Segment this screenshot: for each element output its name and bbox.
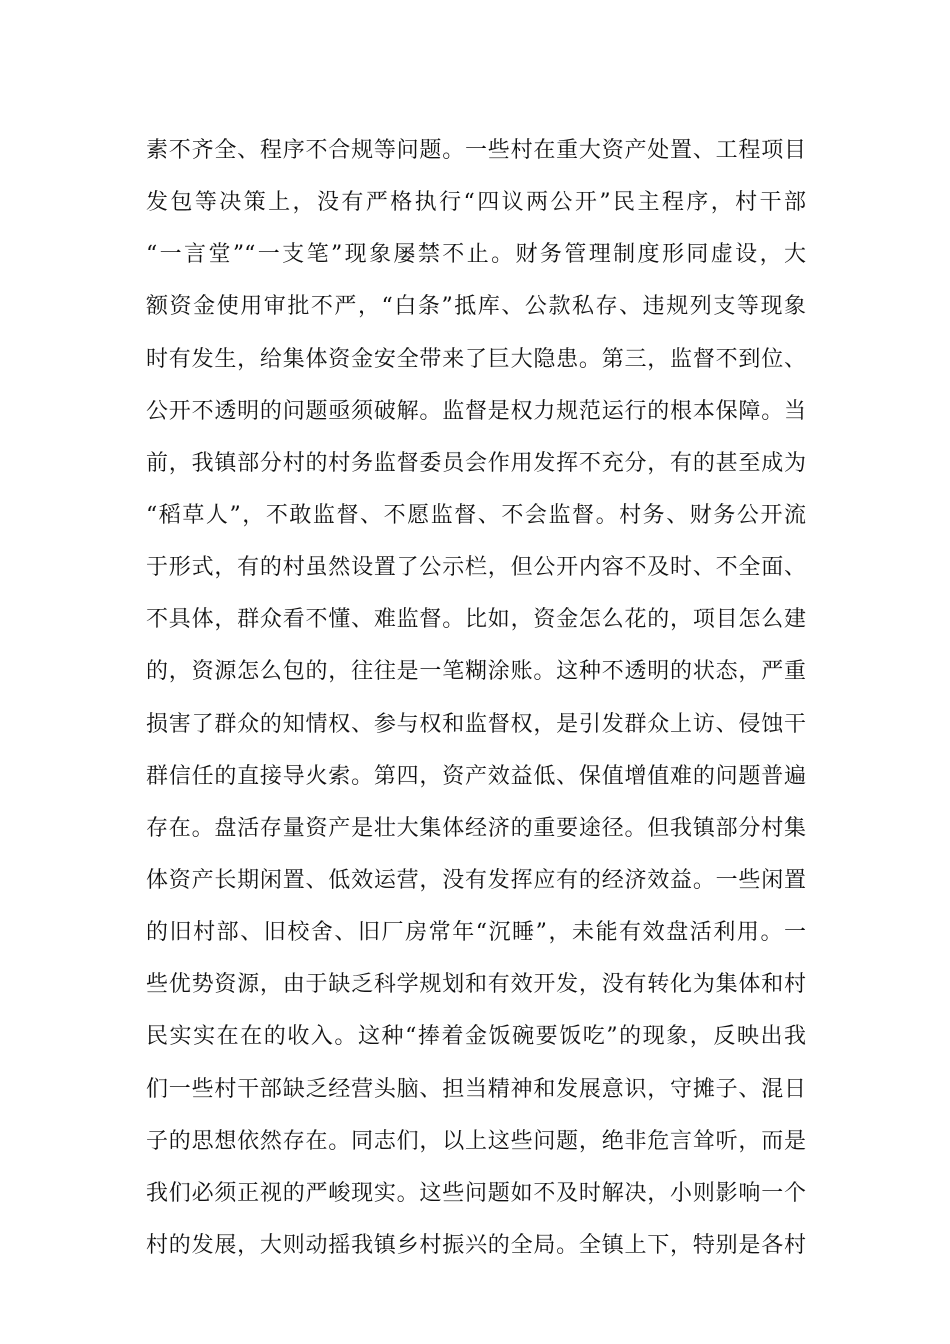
text-line: 民实实在在的收入。这种“捧着金饭碗要饭吃”的现象，反映出我 [146, 1024, 806, 1050]
text-line: 的旧村部、旧校舍、旧厂房常年“沉睡”，未能有效盘活利用。一 [146, 920, 806, 946]
body-paragraph [146, 134, 806, 1281]
text-line: 前，我镇部分村的村务监督委员会作用发挥不充分，有的甚至成为 [146, 450, 806, 476]
text-line: 的，资源怎么包的，往往是一笔糊涂账。这种不透明的状态，严重 [146, 659, 806, 685]
text-line: 于形式，有的村虽然设置了公示栏，但公开内容不及时、不全面、 [146, 555, 806, 581]
text-line: 们一些村干部缺乏经营头脑、担当精神和发展意识，守摊子、混日 [146, 1076, 806, 1102]
text-line: 公开不透明的问题亟须破解。监督是权力规范运行的根本保障。当 [146, 398, 806, 424]
text-line: 子的思想依然存在。同志们，以上这些问题，绝非危言耸听，而是 [146, 1128, 806, 1154]
text-line: 时有发生，给集体资金安全带来了巨大隐患。第三，监督不到位、 [146, 346, 806, 372]
text-line: 群信任的直接导火索。第四，资产效益低、保值增值难的问题普遍 [146, 763, 806, 789]
text-line: 素不齐全、程序不合规等问题。一些村在重大资产处置、工程项目 [146, 138, 806, 163]
text-line: 额资金使用审批不严，“白条”抵库、公款私存、违规列支等现象 [146, 294, 806, 320]
text-line: 村的发展，大则动摇我镇乡村振兴的全局。全镇上下，特别是各村 [146, 1232, 806, 1258]
text-line: 体资产长期闲置、低效运营，没有发挥应有的经济效益。一些闲置 [146, 867, 806, 893]
text-line: 些优势资源，由于缺乏科学规划和有效开发，没有转化为集体和村 [146, 972, 806, 998]
text-line: 发包等决策上，没有严格执行“四议两公开”民主程序，村干部 [146, 190, 806, 216]
text-line: “一言堂”“一支笔”现象屡禁不止。财务管理制度形同虚设，大 [146, 242, 806, 268]
text-line: 我们必须正视的严峻现实。这些问题如不及时解决，小则影响一个 [146, 1180, 806, 1206]
text-line: 存在。盘活存量资产是壮大集体经济的重要途径。但我镇部分村集 [146, 815, 806, 841]
text-line: “稻草人”，不敢监督、不愿监督、不会监督。村务、财务公开流 [146, 502, 806, 528]
text-line: 损害了群众的知情权、参与权和监督权，是引发群众上访、侵蚀干 [146, 711, 806, 737]
text-line: 不具体，群众看不懂、难监督。比如，资金怎么花的，项目怎么建 [146, 607, 806, 633]
